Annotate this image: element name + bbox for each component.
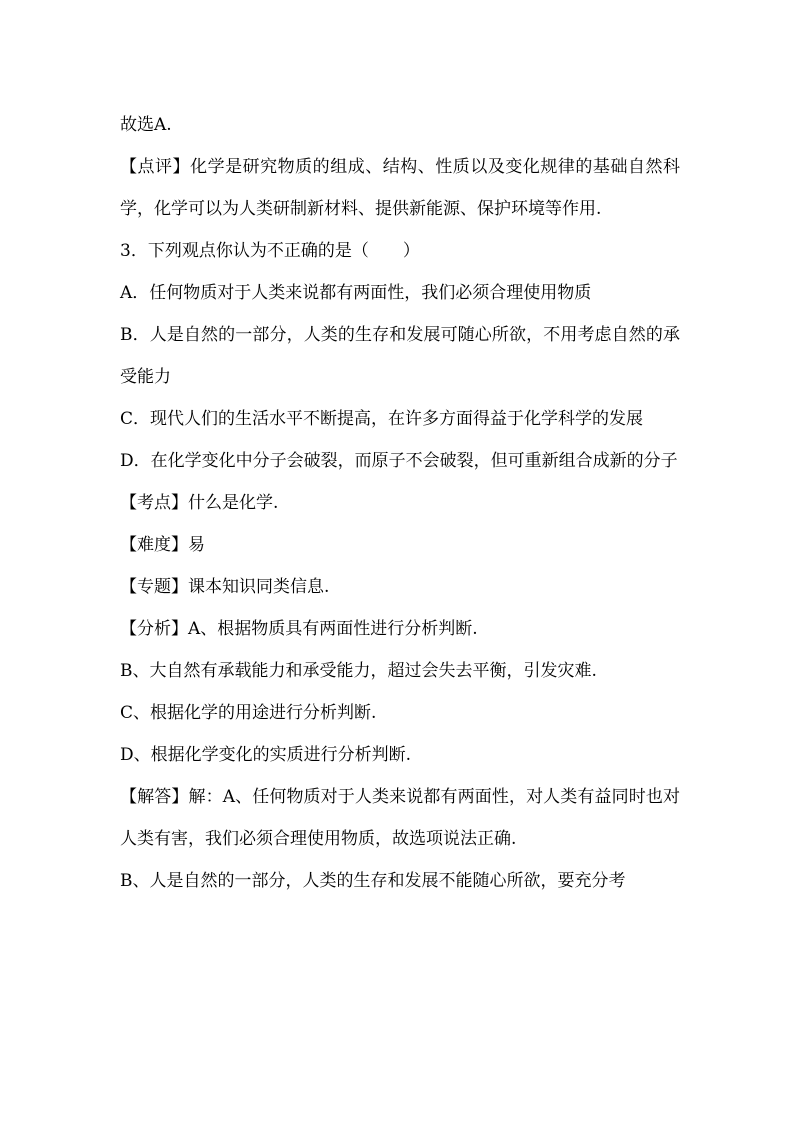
option-c: C．现代人们的生活水平不断提高，在许多方面得益于化学科学的发展 — [120, 409, 644, 429]
analysis-c: C、根据化学的用途进行分析判断. — [120, 703, 377, 723]
difficulty: 【难度】易 — [120, 535, 205, 555]
option-b: B．人是自然的一部分，人类的生存和发展可随心所欲，不用考虑自然的承受能力 — [120, 325, 680, 387]
option-a: A．任何物质对于人类来说都有两面性，我们必须合理使用物质 — [120, 283, 592, 303]
text-line-conclusion: 故选A. — [120, 115, 172, 135]
topic: 【专题】课本知识同类信息. — [120, 577, 330, 597]
answer-b-partial: B、人是自然的一部分，人类的生存和发展不能随心所欲，要充分考 — [120, 871, 626, 891]
text-paragraph-review: 【点评】化学是研究物质的组成、结构、性质以及变化规律的基础自然科学，化学可以为人类研制新材料、提供新能源、保护环境等作用. — [120, 157, 680, 219]
knowledge-point: 【考点】什么是化学. — [120, 493, 279, 513]
option-d: D．在化学变化中分子会破裂，而原子不会破裂，但可重新组合成新的分子 — [120, 451, 678, 471]
analysis-b: B、大自然有承载能力和承受能力，超过会失去平衡，引发灾难. — [120, 661, 597, 681]
answer-a: 【解答】解：A、任何物质对于人类来说都有两面性，对人类有益同时也对人类有害，我们必须合理使用物质，故选项说法正确. — [120, 787, 680, 849]
question-3-stem: 3．下列观点你认为不正确的是（ ） — [120, 241, 420, 261]
analysis-a: 【分析】A、根据物质具有两面性进行分析判断. — [120, 619, 478, 639]
document-body — [120, 104, 680, 902]
analysis-d: D、根据化学变化的实质进行分析判断. — [120, 745, 412, 765]
